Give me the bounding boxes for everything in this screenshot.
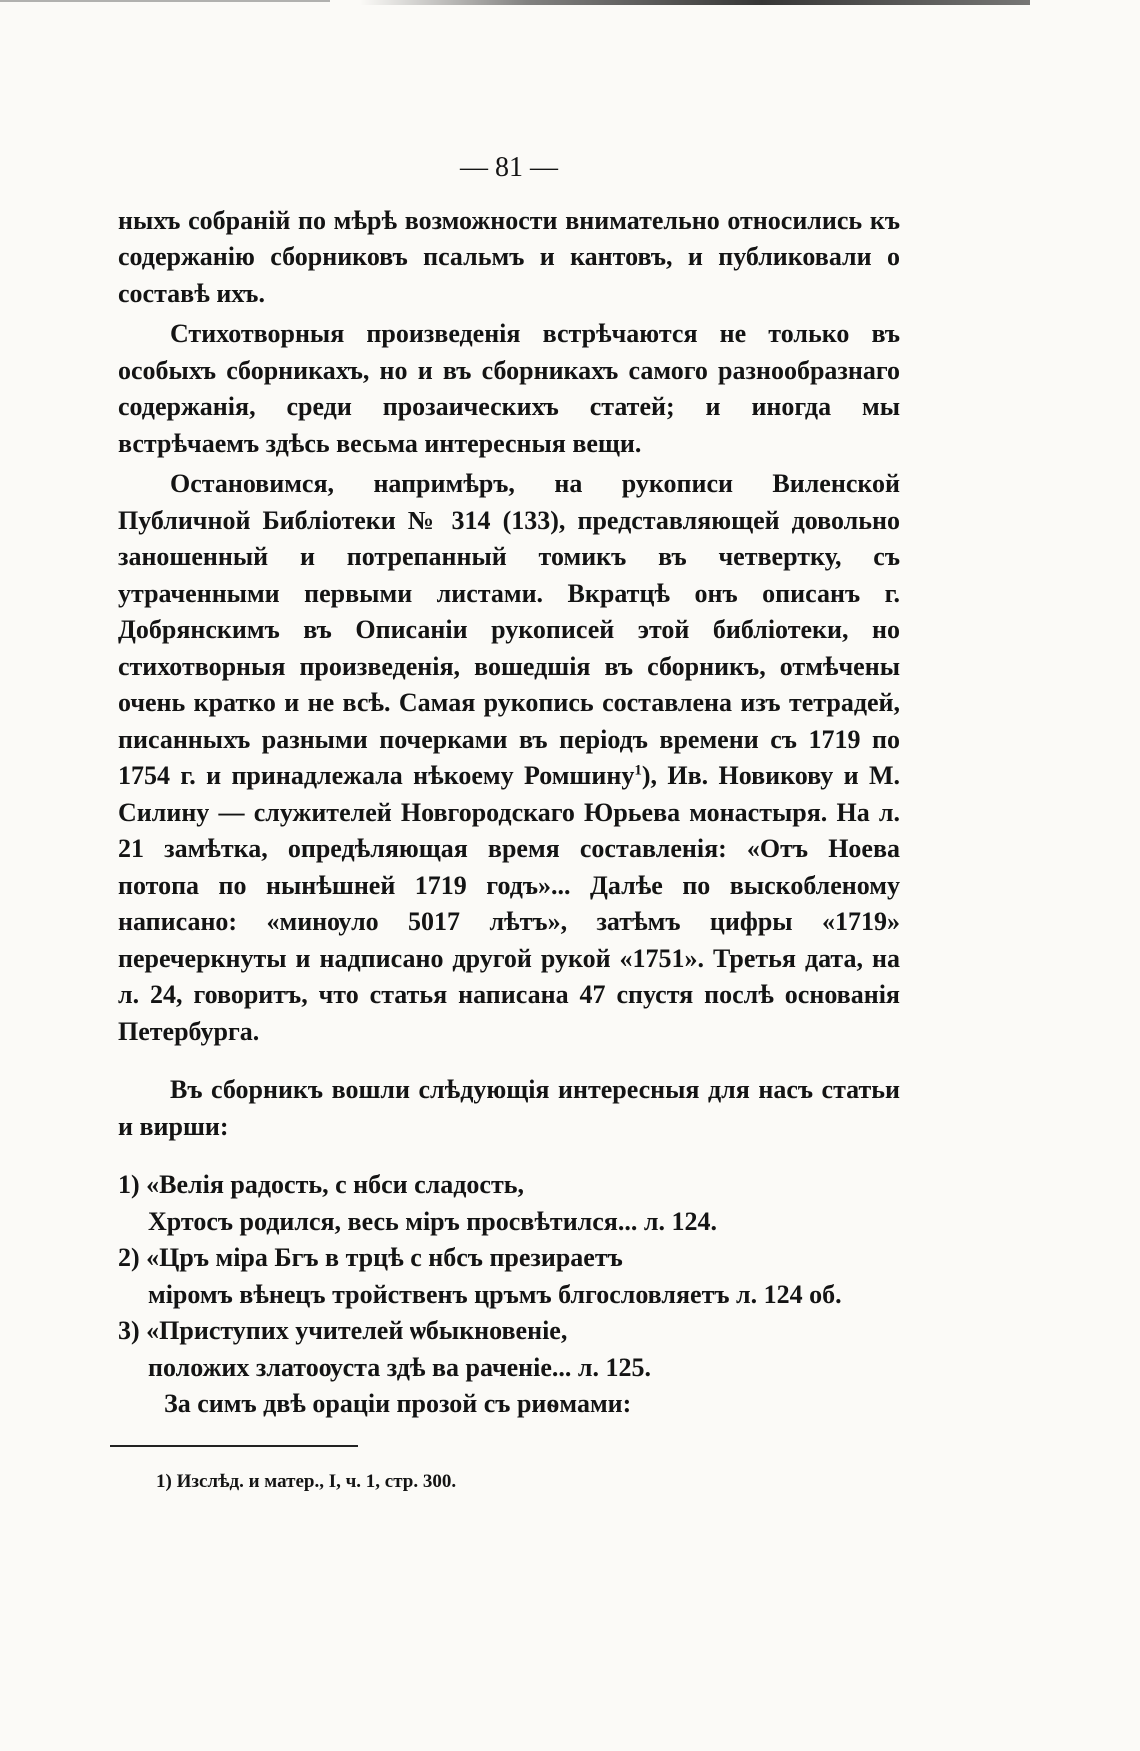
section-gap (118, 1145, 900, 1167)
orations-note: За симъ двѣ ораціи прозой съ риѳмами: (164, 1389, 632, 1418)
paragraph-text-part-2: ), Ив. Новикову и М. Силину — служителей Новгородскаго Юрьева монастыря. На л. 21 замѣтка, опредѣляющая время составленія: «Отъ Ноева потопа по нынѣшней 1719 годъ»... Далѣе по выскобленому написано: «минѹло 5017 лѣтъ», затѣмъ цифры «1719» перечеркнуты и надписано другой рукой «1751». Третья дата, на л. 24, говоритъ, что статья написана 47 спустя послѣ основанія Петербурга. (118, 761, 900, 1046)
verse-item-line: 2) «Цръ міра Бгъ в трцѣ с нбсъ презираетъ (118, 1243, 623, 1272)
verse-item (118, 1167, 900, 1240)
section-gap (118, 1050, 900, 1072)
footnote-divider (110, 1445, 358, 1447)
book-page (118, 150, 900, 1495)
page-edge-shadow (360, 0, 1030, 5)
paragraph-text-part-1: Остановимся, напримѣръ, на рукописи Виленской Публичной Библіотеки № 314 (133), представляющей довольно заношенный и потрепанный томикъ въ четвертку, съ утраченными первыми листами. Вкратцѣ онъ описанъ г. Добрянскимъ въ Описаніи рукописей этой библіотеки, но стихотворныя произведенія, вошедшія въ сборникъ, отмѣчены очень кратко и не всѣ. Самая рукопись составлена изъ тетрадей, писанныхъ разными почерками въ періодъ времени съ 1719 по 1754 г. и принадлежала нѣкоему Ромшину (118, 469, 900, 790)
verse-item (118, 1313, 900, 1386)
verse-item-line: положих златоѹста здѣ ва раченіе... л. 125. (148, 1352, 651, 1382)
verse-item-line: 1) «Велія радость, с нбси сладость, (118, 1170, 524, 1199)
paragraph-verse-works: Стихотворныя произведенія встрѣчаются не только въ особыхъ сборникахъ, но и въ сборникахъ самого разнообразнаго содержанія, среди прозаическихъ статей; и иногда мы встрѣчаемъ здѣсь весьма интересныя вещи. (118, 319, 900, 458)
page-edge-shadow-left (0, 0, 330, 2)
verse-item-line: 3) «Приступих учителей ѡбыкновеніе, (118, 1316, 568, 1345)
page-number: — 81 — (460, 152, 558, 183)
footnote: 1) Изслѣд. и матер., I, ч. 1, стр. 300. (156, 1470, 457, 1492)
paragraph-vilna-manuscript (118, 466, 900, 1050)
verse-item (118, 1240, 900, 1313)
verse-item-line: міромъ вѣнецъ тройственъ цръмъ блгословляетъ л. 124 об. (148, 1279, 842, 1309)
paragraph-collection-intro: Въ сборникъ вошли слѣдующія интересныя для насъ статьи и вирши: (118, 1075, 900, 1141)
verse-list (118, 1167, 900, 1386)
paragraph-continuation: ныхъ собраній по мѣрѣ возможности внимательно относились къ содержанію сборниковъ псальмъ и кантовъ, и публиковали о составѣ ихъ. (118, 205, 900, 308)
footnote-reference: 1 (634, 762, 642, 779)
verse-item-line: Хртосъ родился, весь міръ просвѣтился... л. 124. (148, 1206, 717, 1236)
